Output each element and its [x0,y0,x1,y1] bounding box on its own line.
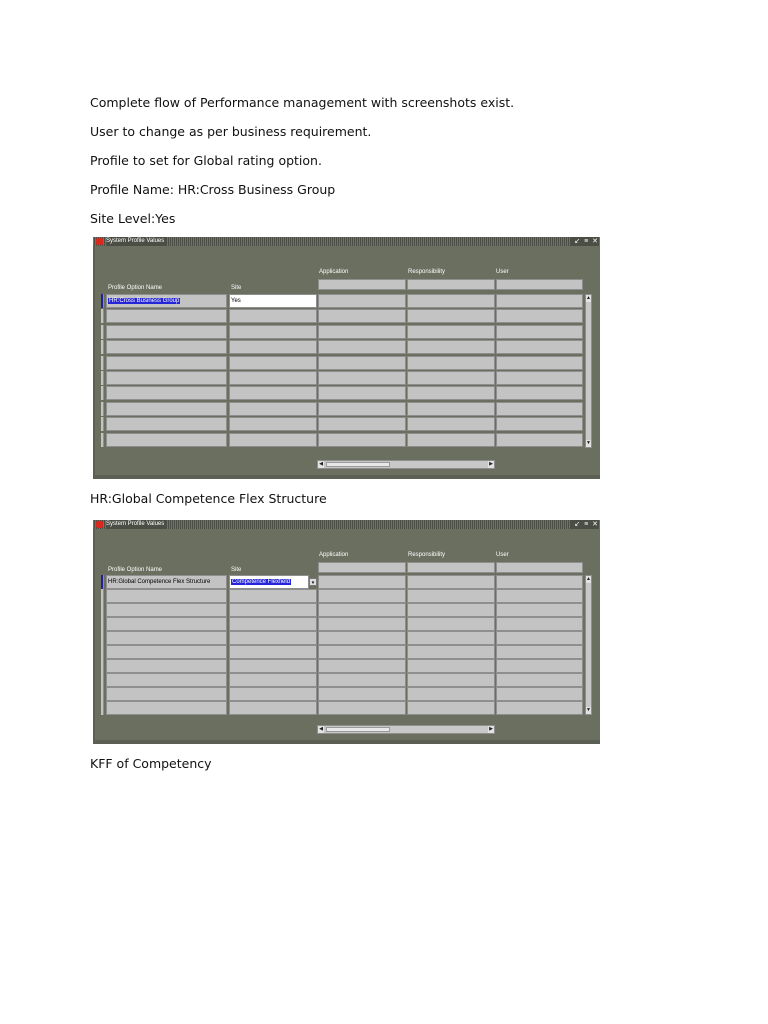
header-box-responsibility [407,562,495,573]
header-box-user [496,279,583,290]
paragraph-2: User to change as per business requirement. [90,124,372,139]
application-field[interactable] [318,645,406,659]
user-field[interactable] [496,575,583,589]
site-value: Yes [231,298,241,304]
site-field[interactable] [229,701,317,715]
user-field[interactable] [496,673,583,687]
site-field[interactable] [229,575,315,589]
scroll-left-icon[interactable]: ◀ [319,726,323,732]
site-field[interactable] [229,325,317,339]
user-field[interactable] [496,631,583,645]
row-marker [101,589,104,603]
profile-option-field[interactable] [106,687,227,701]
paragraph-3: Profile to set for Global rating option. [90,153,322,168]
user-field[interactable] [496,433,583,447]
row-marker [101,631,104,645]
window-left-edge [93,246,95,479]
user-field[interactable] [496,645,583,659]
vertical-scrollbar[interactable] [585,294,592,448]
site-field[interactable] [229,687,317,701]
header-box-responsibility [407,279,495,290]
responsibility-field[interactable] [407,371,495,385]
horizontal-scrollbar[interactable] [317,460,495,469]
application-field[interactable] [318,575,406,589]
row-marker [101,603,104,617]
responsibility-field[interactable] [407,645,495,659]
responsibility-field[interactable] [407,617,495,631]
caption-kff-competency: KFF of Competency [90,756,212,771]
responsibility-field[interactable] [407,356,495,370]
minimize-icon[interactable]: ↙ [574,238,581,245]
site-field[interactable] [229,603,317,617]
oracle-app-icon [96,238,103,245]
responsibility-field[interactable] [407,402,495,416]
table-row[interactable] [101,356,583,370]
user-field[interactable] [496,371,583,385]
vertical-scrollbar[interactable] [585,575,592,715]
row-marker [101,433,104,447]
application-field[interactable] [318,433,406,447]
table-row[interactable] [101,617,583,631]
header-responsibility: Responsibility [408,269,446,275]
site-value: Competence Flexfield [232,579,291,585]
profile-option-field[interactable] [106,673,227,687]
user-field[interactable] [496,659,583,673]
scroll-right-icon[interactable]: ▶ [489,726,493,732]
profile-option-field[interactable] [106,356,227,370]
header-site: Site [231,567,242,573]
row-marker [101,356,104,370]
window-bottom-edge [93,475,600,479]
site-field[interactable] [229,371,317,385]
minimize-icon[interactable]: ↙ [574,521,581,528]
profile-option-field[interactable] [106,402,227,416]
responsibility-field[interactable] [407,631,495,645]
site-field[interactable] [229,645,317,659]
scroll-left-icon[interactable]: ◀ [319,461,323,467]
responsibility-field[interactable] [407,575,495,589]
window-title: System Profile Values [106,520,167,529]
table-row[interactable] [101,589,583,603]
row-marker [101,617,104,631]
site-field[interactable] [229,402,317,416]
site-field[interactable] [229,386,317,400]
application-field[interactable] [318,386,406,400]
header-user: User [496,269,509,275]
window-title: System Profile Values [106,237,167,246]
site-field[interactable] [229,673,317,687]
application-field[interactable] [318,294,406,308]
table-row[interactable] [101,325,583,339]
list-of-values-icon[interactable]: ▾ [309,578,317,586]
profile-option-field[interactable] [106,325,227,339]
user-field[interactable] [496,402,583,416]
table-row[interactable] [101,402,583,416]
row-current-marker [101,575,104,589]
user-field[interactable] [496,294,583,308]
table-row[interactable] [101,701,583,715]
responsibility-field[interactable] [407,294,495,308]
table-row[interactable] [101,340,583,354]
row-marker [101,645,104,659]
profile-option-value: HR:Global Competence Flex Structure [108,579,211,585]
user-field[interactable] [496,617,583,631]
header-profile-option-name: Profile Option Name [108,567,163,573]
user-field[interactable] [496,325,583,339]
profile-option-field[interactable] [106,589,227,603]
responsibility-field[interactable] [407,309,495,323]
application-field[interactable] [318,371,406,385]
site-field[interactable] [229,617,317,631]
table-row[interactable] [101,631,583,645]
oracle-app-icon [96,521,103,528]
window-title-bar [93,520,600,529]
profile-option-field[interactable] [106,659,227,673]
table-row[interactable] [101,659,583,673]
paragraph-1: Complete flow of Performance management with screenshots exist. [90,95,515,110]
profile-option-field[interactable] [106,701,227,715]
responsibility-field[interactable] [407,589,495,603]
application-field[interactable] [318,340,406,354]
close-icon[interactable]: ✕ [592,521,598,528]
user-field[interactable] [496,309,583,323]
profile-option-field[interactable] [106,294,227,308]
responsibility-field[interactable] [407,659,495,673]
scrollbar-thumb[interactable] [326,727,390,732]
header-user: User [496,552,509,558]
user-field[interactable] [496,701,583,715]
table-row[interactable] [101,687,583,701]
window-controls [570,520,598,529]
user-field[interactable] [496,589,583,603]
header-profile-option-name: Profile Option Name [108,285,163,291]
profile-option-field[interactable] [106,617,227,631]
user-field[interactable] [496,340,583,354]
header-box-user [496,562,583,573]
application-field[interactable] [318,309,406,323]
application-field[interactable] [318,417,406,431]
caption-global-competence: HR:Global Competence Flex Structure [90,491,327,506]
row-marker [101,371,104,385]
row-marker [101,701,104,715]
paragraph-4: Profile Name: HR:Cross Business Group [90,182,336,197]
row-marker [101,659,104,673]
header-box-application [318,562,406,573]
responsibility-field[interactable] [407,340,495,354]
table-row[interactable] [101,603,583,617]
header-application: Application [319,269,349,275]
profile-option-field[interactable] [106,433,227,447]
site-field[interactable] [229,589,317,603]
site-field[interactable] [229,309,317,323]
profile-option-field[interactable] [106,417,227,431]
header-site: Site [231,285,242,291]
scroll-down-icon[interactable]: ▼ [586,707,591,713]
site-field[interactable] [229,294,317,308]
responsibility-field[interactable] [407,673,495,687]
table-row[interactable] [101,433,583,447]
row-marker [101,340,104,354]
horizontal-scrollbar[interactable] [317,725,495,734]
user-field[interactable] [496,386,583,400]
application-field[interactable] [318,603,406,617]
table-row[interactable] [101,371,583,385]
scroll-up-icon[interactable]: ▲ [586,295,591,301]
responsibility-field[interactable] [407,433,495,447]
application-field[interactable] [318,325,406,339]
profile-option-value: HR:Cross Business Group [109,298,180,304]
header-application: Application [319,552,349,558]
window-left-edge [93,529,95,744]
table-row[interactable] [101,294,583,308]
application-field[interactable] [318,356,406,370]
profile-option-field[interactable] [106,631,227,645]
profile-option-field[interactable] [106,603,227,617]
application-field[interactable] [318,631,406,645]
application-field[interactable] [318,589,406,603]
system-profile-values-window-2 [93,520,600,744]
table-row[interactable] [101,309,583,323]
maximize-icon[interactable]: ≡ [584,521,589,528]
scrollbar-thumb[interactable] [326,462,390,467]
row-marker [101,673,104,687]
row-marker [101,687,104,701]
table-row[interactable] [101,575,583,589]
responsibility-field[interactable] [407,687,495,701]
header-box-application [318,279,406,290]
responsibility-field[interactable] [407,386,495,400]
row-marker [101,325,104,339]
row-marker [101,402,104,416]
profile-option-field[interactable] [106,309,227,323]
scroll-right-icon[interactable]: ▶ [489,461,493,467]
window-controls [570,237,598,246]
site-field[interactable] [229,356,317,370]
application-field[interactable] [318,617,406,631]
site-field[interactable] [229,631,317,645]
row-marker [101,309,104,323]
site-field[interactable] [229,417,317,431]
scroll-down-icon[interactable]: ▼ [586,440,591,446]
row-current-marker [101,294,104,308]
window-bottom-edge [93,740,600,744]
site-field[interactable] [229,340,317,354]
table-row[interactable] [101,645,583,659]
profile-option-field[interactable] [106,371,227,385]
header-responsibility: Responsibility [408,552,446,558]
row-marker [101,386,104,400]
application-field[interactable] [318,659,406,673]
user-field[interactable] [496,687,583,701]
application-field[interactable] [318,701,406,715]
table-row[interactable] [101,386,583,400]
responsibility-field[interactable] [407,603,495,617]
maximize-icon[interactable]: ≡ [584,238,589,245]
paragraph-5: Site Level:Yes [90,211,176,226]
table-row[interactable] [101,673,583,687]
user-field[interactable] [496,417,583,431]
system-profile-values-window-1 [93,237,600,479]
application-field[interactable] [318,687,406,701]
site-field[interactable] [229,659,317,673]
site-field[interactable] [229,433,317,447]
close-icon[interactable]: ✕ [592,238,598,245]
user-field[interactable] [496,356,583,370]
window-title-bar [93,237,600,246]
responsibility-field[interactable] [407,417,495,431]
user-field[interactable] [496,603,583,617]
profile-option-field[interactable] [106,386,227,400]
responsibility-field[interactable] [407,325,495,339]
profile-option-field[interactable] [106,645,227,659]
scroll-up-icon[interactable]: ▲ [586,576,591,582]
profile-option-field[interactable] [106,340,227,354]
table-row[interactable] [101,417,583,431]
application-field[interactable] [318,673,406,687]
responsibility-field[interactable] [407,701,495,715]
application-field[interactable] [318,402,406,416]
profile-option-field[interactable] [106,575,227,589]
row-marker [101,417,104,431]
